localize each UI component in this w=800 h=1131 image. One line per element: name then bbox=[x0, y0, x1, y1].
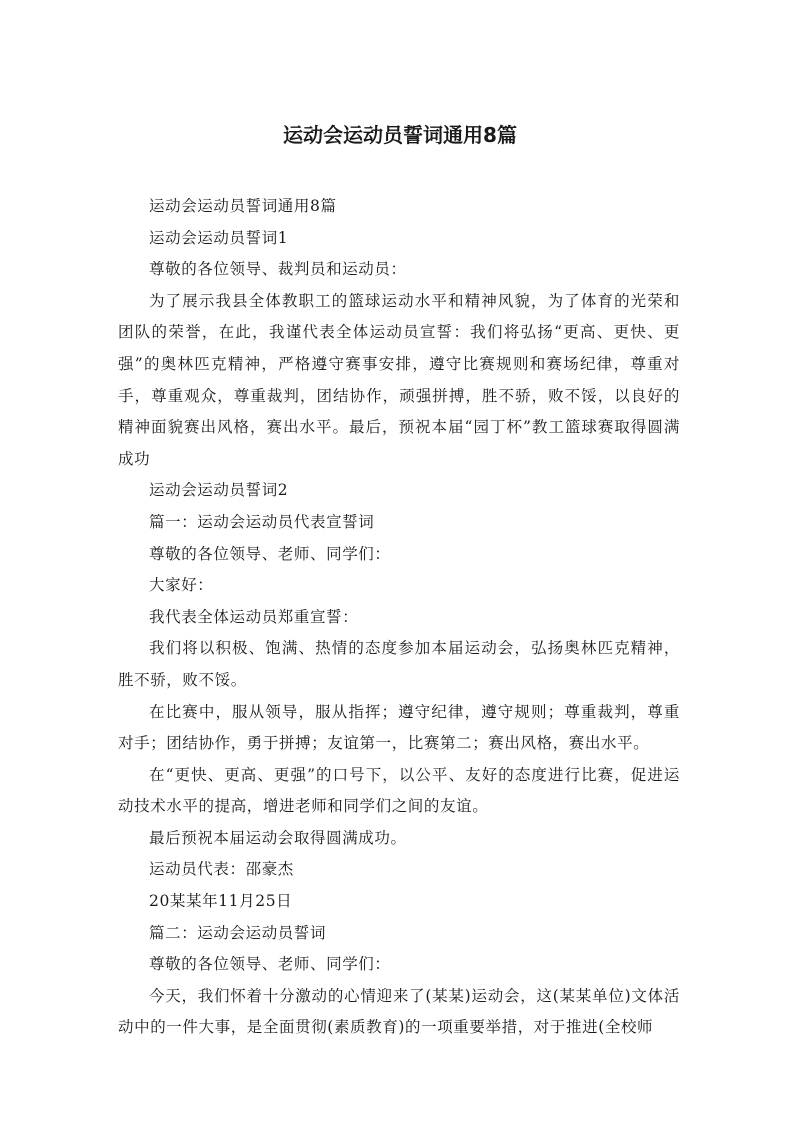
greeting-paragraph: 大家好： bbox=[149, 576, 214, 595]
salutation-paragraph: 尊敬的各位领导、裁判员和运动员： bbox=[149, 260, 407, 279]
date-line: 20某某年11月25日 bbox=[149, 892, 293, 911]
section-heading-oath-1: 运动会运动员誓词1 bbox=[149, 228, 289, 247]
oath-1-body-paragraph: 为了展示我县全体教职工的篮球运动水平和精神风貌，为了体育的光荣和团队的荣誉，在此，我谨代表全体运动员宣誓：我们将弘扬“更高、更快、更强”的奥林匹克精神，严格遵守赛事安排，遵守比赛规则和赛场纪律，尊重对手，尊重观众，尊重裁判，团结协作，顽强拼搏，胜不骄，败不馁，以良好的精神面貌赛出风格，赛出水平。最后，预祝本届“园丁杯”教工篮球赛取得圆满成功 bbox=[118, 291, 680, 468]
document-title: 运动会运动员誓词通用8篇 bbox=[283, 123, 517, 147]
signature-line: 运动员代表：邵豪杰 bbox=[149, 860, 294, 879]
part-one-heading: 篇一：运动会运动员代表宣誓词 bbox=[149, 512, 375, 531]
oath-body-paragraph: 在“更快、更高、更强”的口号下，以公平、友好的态度进行比赛，促进运动技术水平的提高，增进老师和同学们之间的友谊。 bbox=[118, 765, 680, 816]
salutation-paragraph: 尊敬的各位领导、老师、同学们： bbox=[149, 544, 391, 563]
part-two-body-paragraph: 今天，我们怀着十分激动的心情迎来了(某某)运动会，这(某某单位)文体活动中的一件大事，是全面贯彻(素质教育)的一项重要举措，对于推进(全校师 bbox=[118, 986, 680, 1037]
oath-intro-paragraph: 我代表全体运动员郑重宣誓： bbox=[149, 607, 359, 626]
document-body bbox=[118, 191, 680, 1044]
doc-subtitle-line: 运动会运动员誓词通用8篇 bbox=[149, 197, 337, 215]
closing-paragraph: 最后预祝本届运动会取得圆满成功。 bbox=[149, 828, 407, 847]
oath-body-paragraph: 在比赛中，服从领导，服从指挥；遵守纪律，遵守规则；尊重裁判，尊重对手；团结协作，勇于拼搏；友谊第一，比赛第二；赛出风格，赛出水平。 bbox=[118, 702, 680, 753]
salutation-paragraph: 尊敬的各位领导、老师、同学们： bbox=[149, 955, 391, 974]
part-two-heading: 篇二：运动会运动员誓词 bbox=[149, 923, 327, 942]
section-heading-oath-2: 运动会运动员誓词2 bbox=[149, 481, 289, 500]
oath-body-paragraph: 我们将以积极、饱满、热情的态度参加本届运动会，弘扬奥林匹克精神，胜不骄，败不馁。 bbox=[118, 639, 680, 689]
